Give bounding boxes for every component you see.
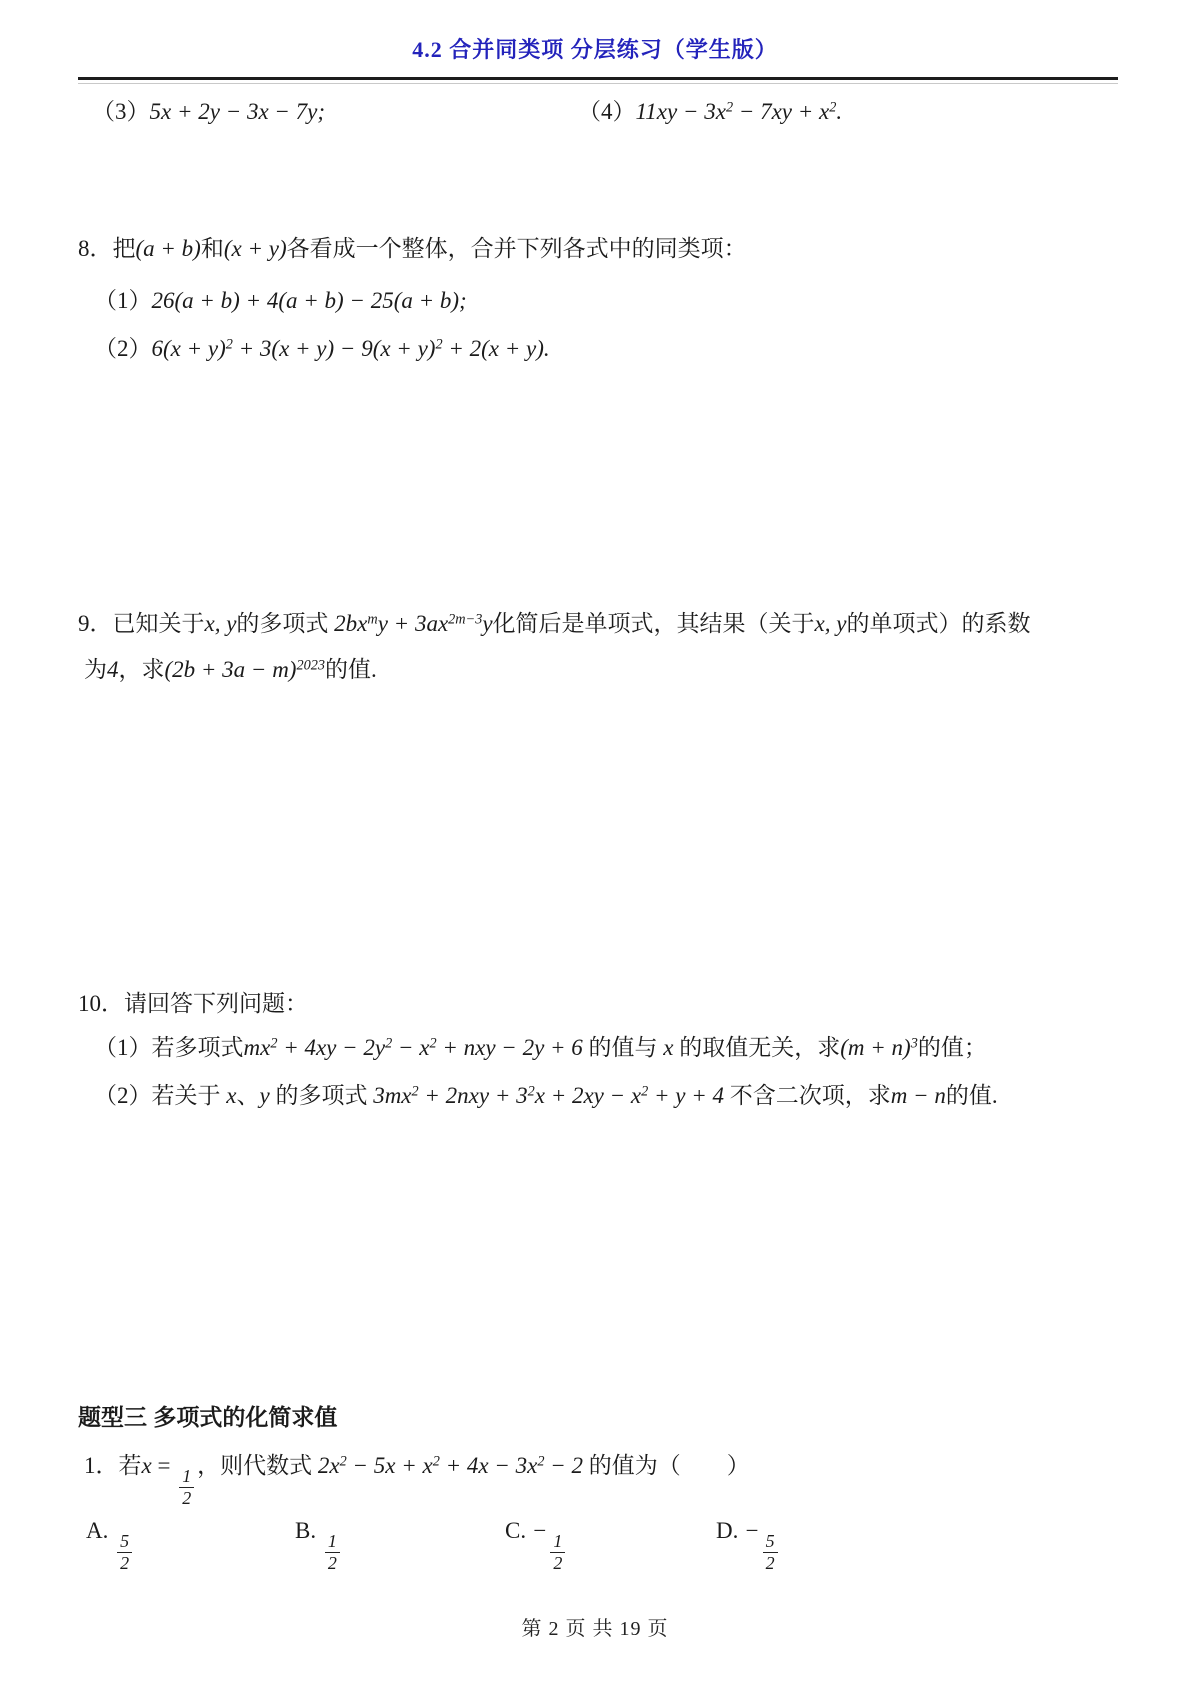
fraction: $\frac{5}{2}$ — [763, 1531, 778, 1573]
fraction: $\frac{5}{2}$ — [117, 1531, 132, 1573]
fraction: $\frac{1}{2}$ — [550, 1531, 565, 1573]
problem-7-item-3: （3）5x + 2y − 3x − 7y; — [92, 99, 326, 124]
section-heading-type-3: 题型三 多项式的化简求值 — [78, 1404, 338, 1430]
problem-8-item-2: $(2)6(x + y)^2 + 3(x + y) - 9(x + y)^2 + 2(x + y)$. — [94, 336, 550, 361]
fraction: $\frac{1}{2}$ — [179, 1466, 194, 1508]
problem-9-statement-line-2: 为4，求$(2b + 3a - m)^{2023}$的值. — [84, 657, 377, 682]
header-divider-shadow — [78, 83, 1118, 84]
problem-8-item-1: （1）26(a + b) + 4(a + b) − 25(a + b); — [94, 288, 467, 313]
choice-option-a: A. $\frac{5}{2}$ — [86, 1515, 135, 1573]
page-number-footer: 第 2 页 共 19 页 — [521, 1618, 669, 1640]
choice-option-c: C. − $\frac{1}{2}$ — [505, 1515, 568, 1573]
problem-9-statement-line-1: 9．已知关于x, y的多项式 $2bx^my + 3ax^{2m-3}y$化简后是单项式，其结果（关于x, y的单项式）的系数 — [78, 611, 1031, 636]
problem-10-item-2: （2）若关于 x、y 的多项式 $3mx^2 + 2nxy + 3^2x + 2xy - x^2 + y + 4$ 不含二次项，求m − n的值. — [94, 1083, 998, 1108]
page-title: 4.2 合并同类项 分层练习（学生版） — [412, 37, 778, 62]
problem-7-item-4: $(4)11xy - 3x^2 - 7xy + x^2$. — [578, 99, 843, 124]
choice-option-b: B. $\frac{1}{2}$ — [295, 1515, 343, 1573]
problem-8-statement: 8．把(a + b)和(x + y)各看成一个整体，合并下列各式中的同类项： — [78, 236, 747, 261]
problem-1-statement: 1．若x = $\frac{1}{2}$ ，则代数式 $2x^2 - 5x + x^2 + 4x - 3x^2 - 2$ 的值为（ ） — [84, 1453, 750, 1508]
fraction: $\frac{1}{2}$ — [325, 1531, 340, 1573]
problem-10-statement: 10．请回答下列问题： — [78, 991, 308, 1016]
problem-10-item-1: （1）若多项式$mx^2 + 4xy - 2y^2 - x^2$ + nxy − 2y + 6 的值与 x 的取值无关，求$(m + n)^3$的值； — [94, 1035, 987, 1060]
header-divider — [78, 77, 1118, 80]
choice-option-d: D. − $\frac{5}{2}$ — [716, 1515, 781, 1573]
